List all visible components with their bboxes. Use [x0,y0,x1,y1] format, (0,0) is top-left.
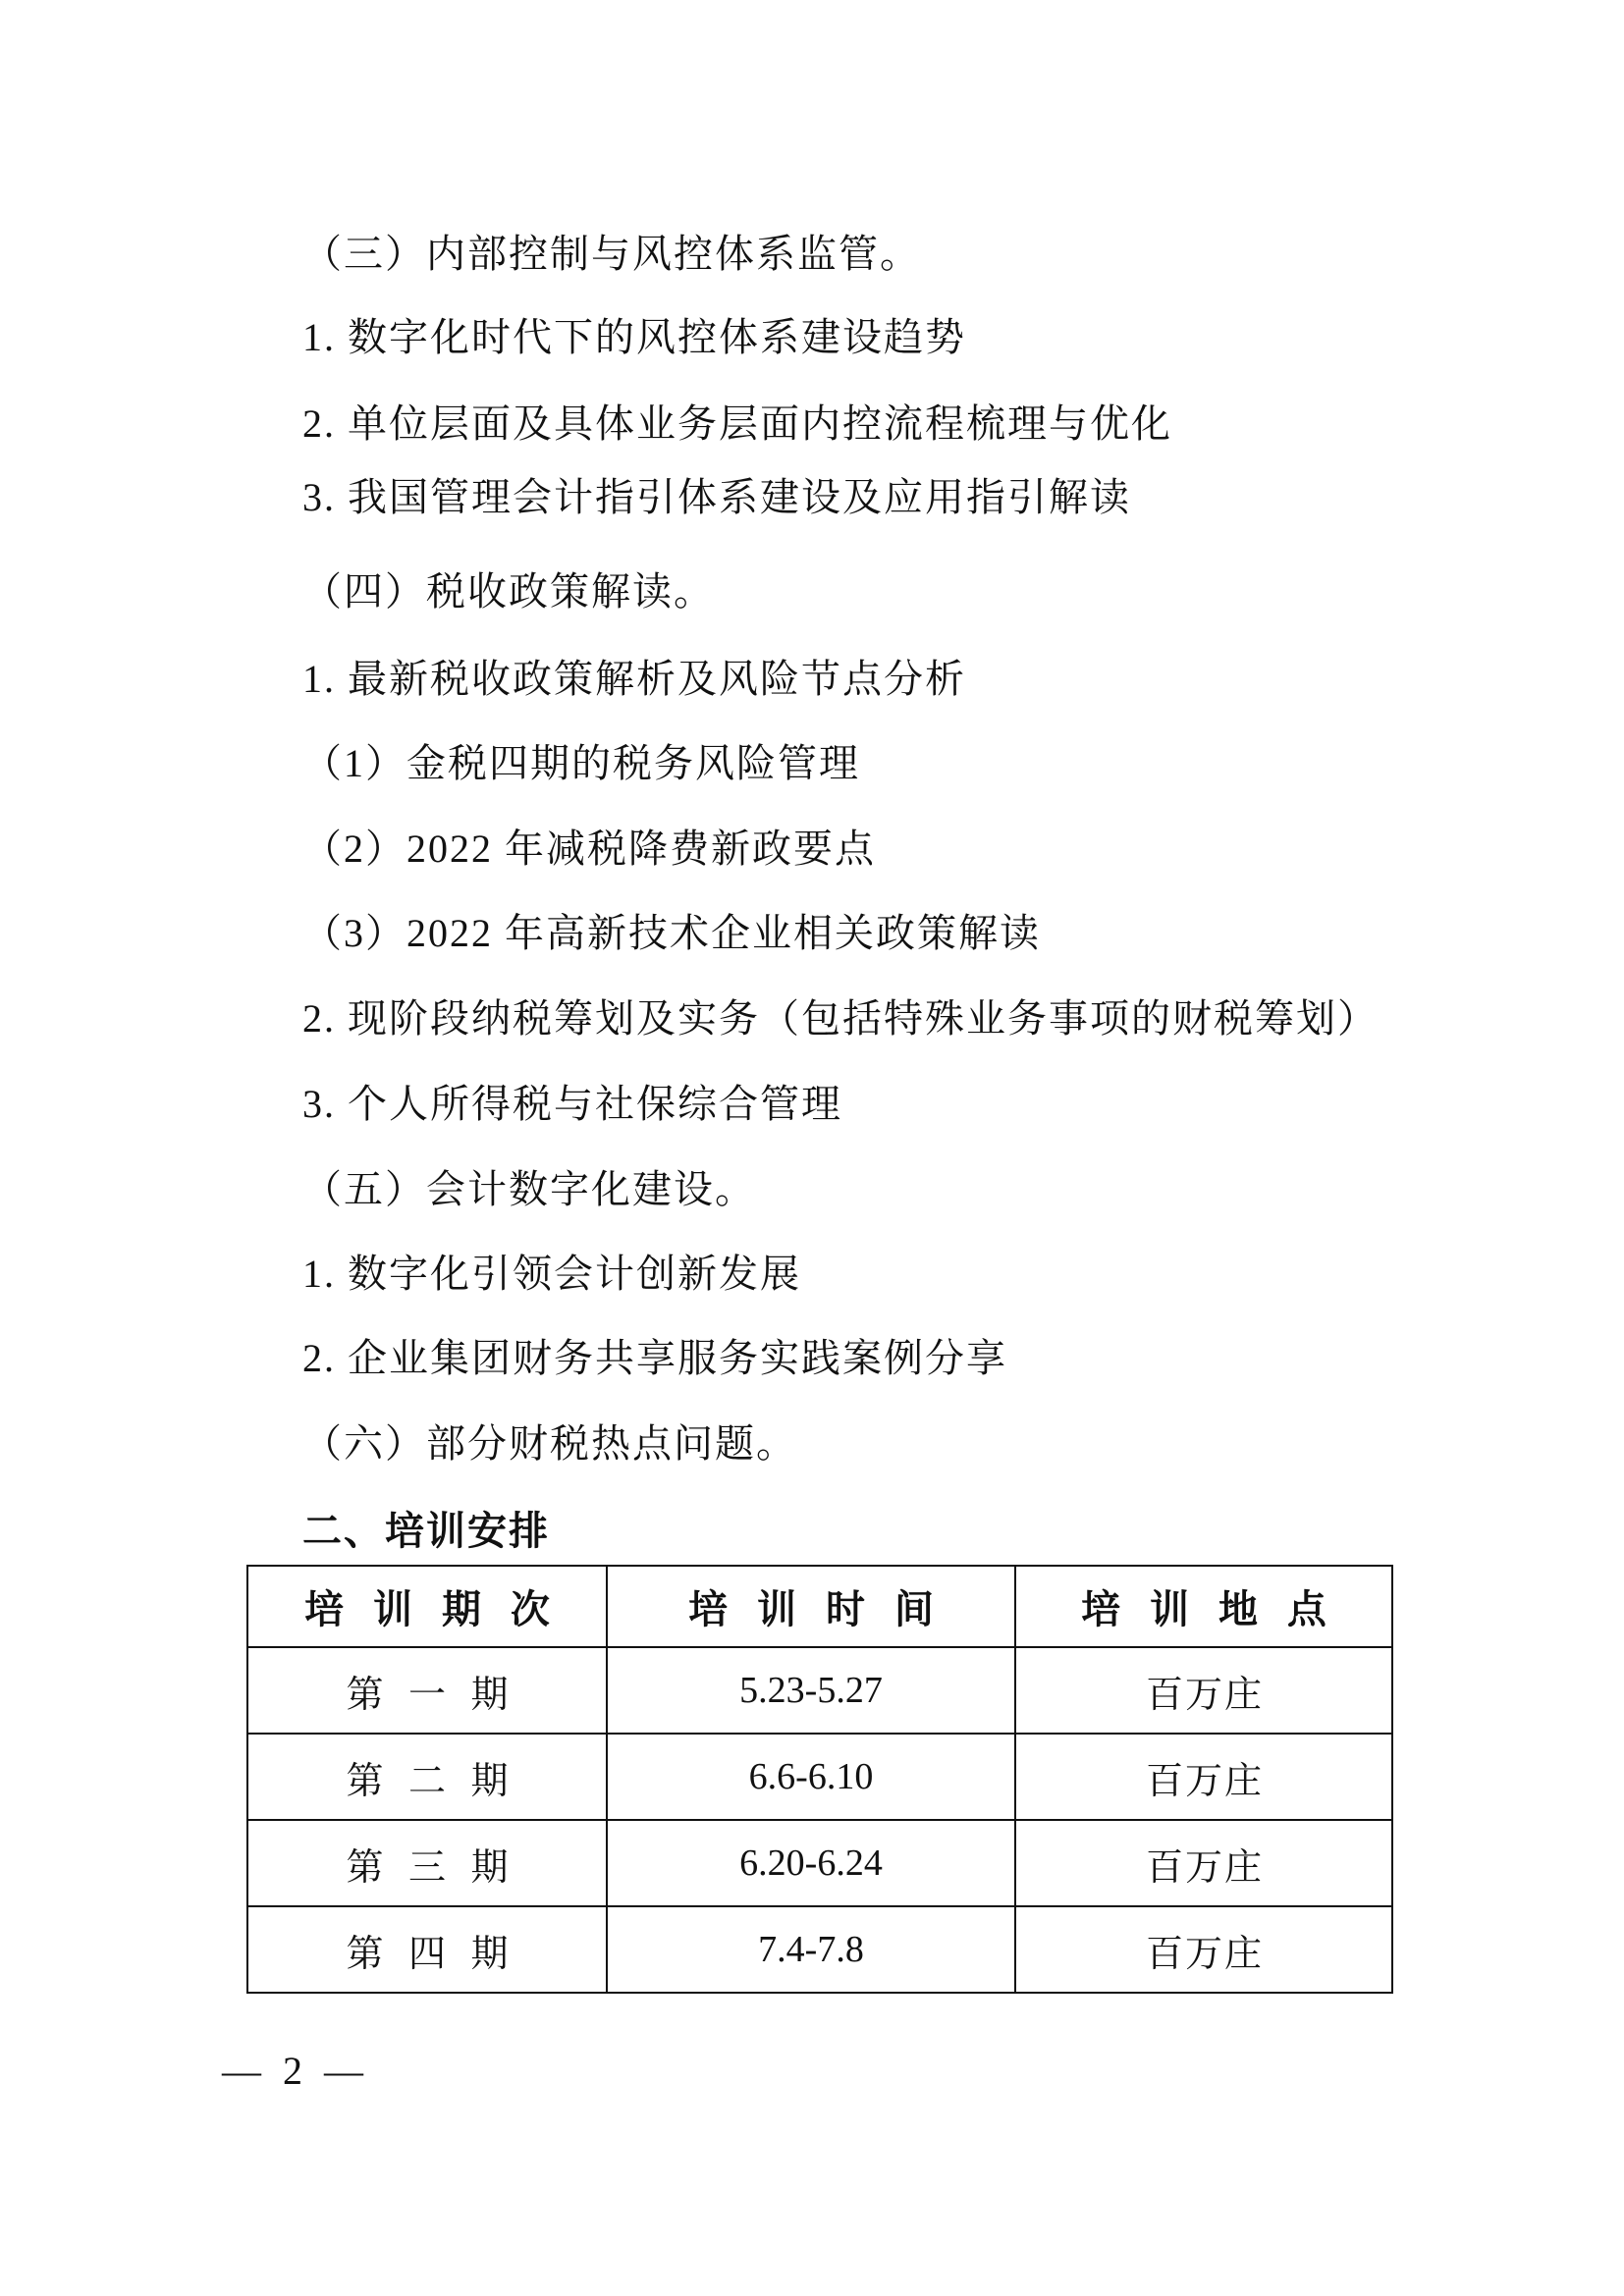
session-cell: 第 二 期 [247,1734,607,1820]
session-cell: 第 四 期 [247,1906,607,1993]
numbered-item: 1. 最新税收政策解析及风险节点分析 [302,657,966,701]
column-header-dates: 培 训 时 间 [607,1566,1015,1647]
location-cell: 百万庄 [1015,1906,1392,1993]
session-cell: 第 三 期 [247,1820,607,1906]
page-number: — 2 — [222,2049,369,2093]
column-header-session: 培 训 期 次 [247,1566,607,1647]
session-cell: 第 一 期 [247,1647,607,1734]
location-cell: 百万庄 [1015,1647,1392,1734]
numbered-item: 3. 个人所得税与社保综合管理 [302,1082,842,1126]
dates-cell: 7.4-7.8 [607,1906,1015,1993]
subsection-heading: （三）内部控制与风控体系监管。 [302,232,921,276]
column-header-location: 培 训 地 点 [1015,1566,1392,1647]
section-heading: 二、培训安排 [302,1510,550,1553]
dates-cell: 6.20-6.24 [607,1820,1015,1906]
table-row [247,1906,1392,1993]
numbered-item: 1. 数字化引领会计创新发展 [302,1252,801,1296]
sub-item: （2）2022 年减税降费新政要点 [302,827,876,871]
subsection-heading: （四）税收政策解读。 [302,569,715,614]
numbered-item: 2. 单位层面及具体业务层面内控流程梳理与优化 [302,401,1172,446]
numbered-item: 2. 企业集团财务共享服务实践案例分享 [302,1336,1007,1380]
header-row [247,1566,1392,1647]
location-cell: 百万庄 [1015,1734,1392,1820]
numbered-item: 2. 现阶段纳税筹划及实务（包括特殊业务事项的财税筹划） [302,996,1379,1041]
location-cell: 百万庄 [1015,1820,1392,1906]
table-row [247,1734,1392,1820]
training-schedule-table [246,1565,1393,1994]
table-body [247,1647,1392,1993]
table-row [247,1647,1392,1734]
sub-item: （3）2022 年高新技术企业相关政策解读 [302,911,1041,955]
numbered-item: 1. 数字化时代下的风控体系建设趋势 [302,315,966,359]
table-header [247,1566,1392,1647]
subsection-heading: （五）会计数字化建设。 [302,1167,756,1211]
dates-cell: 5.23-5.27 [607,1647,1015,1734]
subsection-heading: （六）部分财税热点问题。 [302,1421,797,1466]
dates-cell: 6.6-6.10 [607,1734,1015,1820]
numbered-item: 3. 我国管理会计指引体系建设及应用指引解读 [302,475,1131,519]
sub-item: （1）金税四期的税务风险管理 [302,741,860,785]
table-row [247,1820,1392,1906]
